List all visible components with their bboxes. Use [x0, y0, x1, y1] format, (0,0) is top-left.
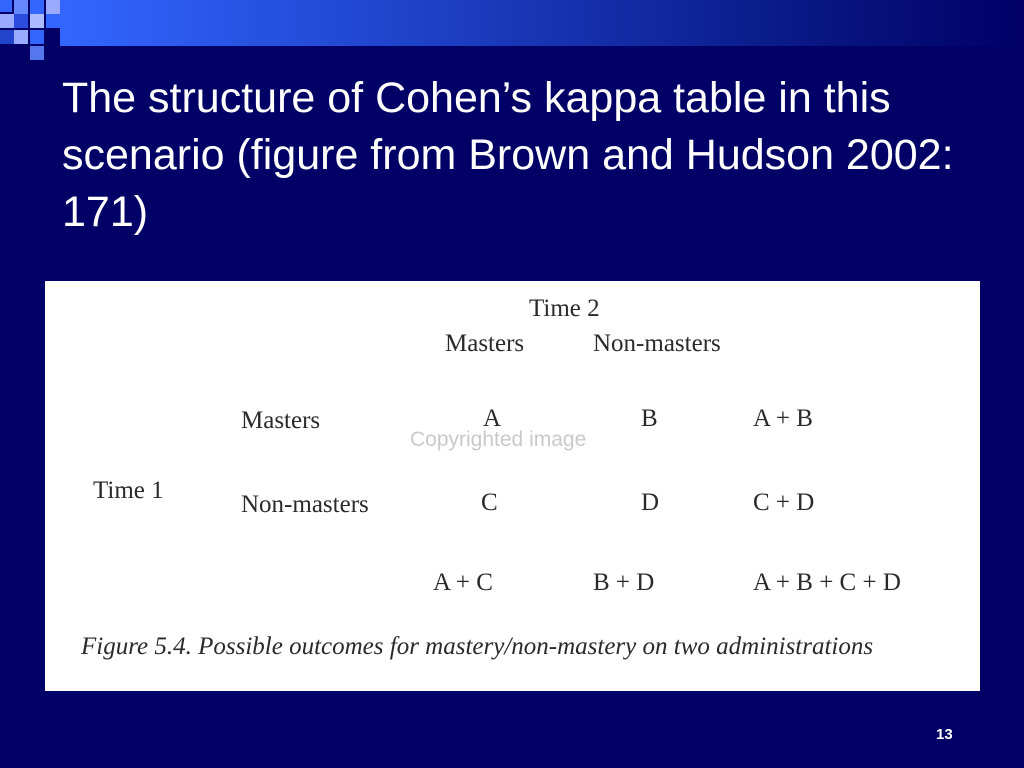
col-header-non-masters: Non-masters: [593, 330, 721, 357]
slide-title: The structure of Cohen’s kappa table in this scenario (figure from Brown and Hudson 2002: 171): [62, 74, 954, 236]
decorative-square: [0, 0, 12, 12]
decorative-top-bar: [60, 0, 1024, 46]
copyright-watermark: Copyrighted image: [410, 428, 587, 451]
figure-panel: [45, 281, 980, 691]
col1-total: A + C: [433, 569, 493, 596]
decorative-square: [14, 14, 28, 28]
page-number: 13: [936, 726, 953, 743]
row-header-non-masters: Non-masters: [241, 491, 369, 518]
cell-c: C: [481, 489, 498, 516]
decorative-square: [30, 46, 44, 60]
decorative-square: [0, 14, 14, 28]
decorative-square: [30, 30, 44, 44]
grand-total: A + B + C + D: [753, 569, 901, 596]
col-group-header: Time 2: [529, 295, 600, 322]
decorative-square: [14, 30, 28, 44]
cell-d: D: [641, 489, 660, 516]
decorative-square: [46, 14, 60, 28]
decorative-square: [30, 14, 44, 28]
cell-row1-total: A + B: [753, 405, 813, 432]
col2-total: B + D: [593, 569, 655, 596]
cell-a: A: [483, 405, 502, 432]
row-group-header: Time 1: [93, 477, 164, 504]
cell-row2-total: C + D: [753, 489, 815, 516]
decorative-square: [0, 30, 14, 44]
decorative-square: [46, 0, 60, 14]
decorative-square: [14, 0, 28, 14]
row-header-masters: Masters: [241, 407, 321, 434]
figure-caption: Figure 5.4. Possible outcomes for mastery/non-mastery on two administrations: [81, 633, 874, 660]
decorative-square: [30, 0, 44, 14]
cell-b: B: [641, 405, 658, 432]
col-header-masters: Masters: [445, 330, 525, 357]
